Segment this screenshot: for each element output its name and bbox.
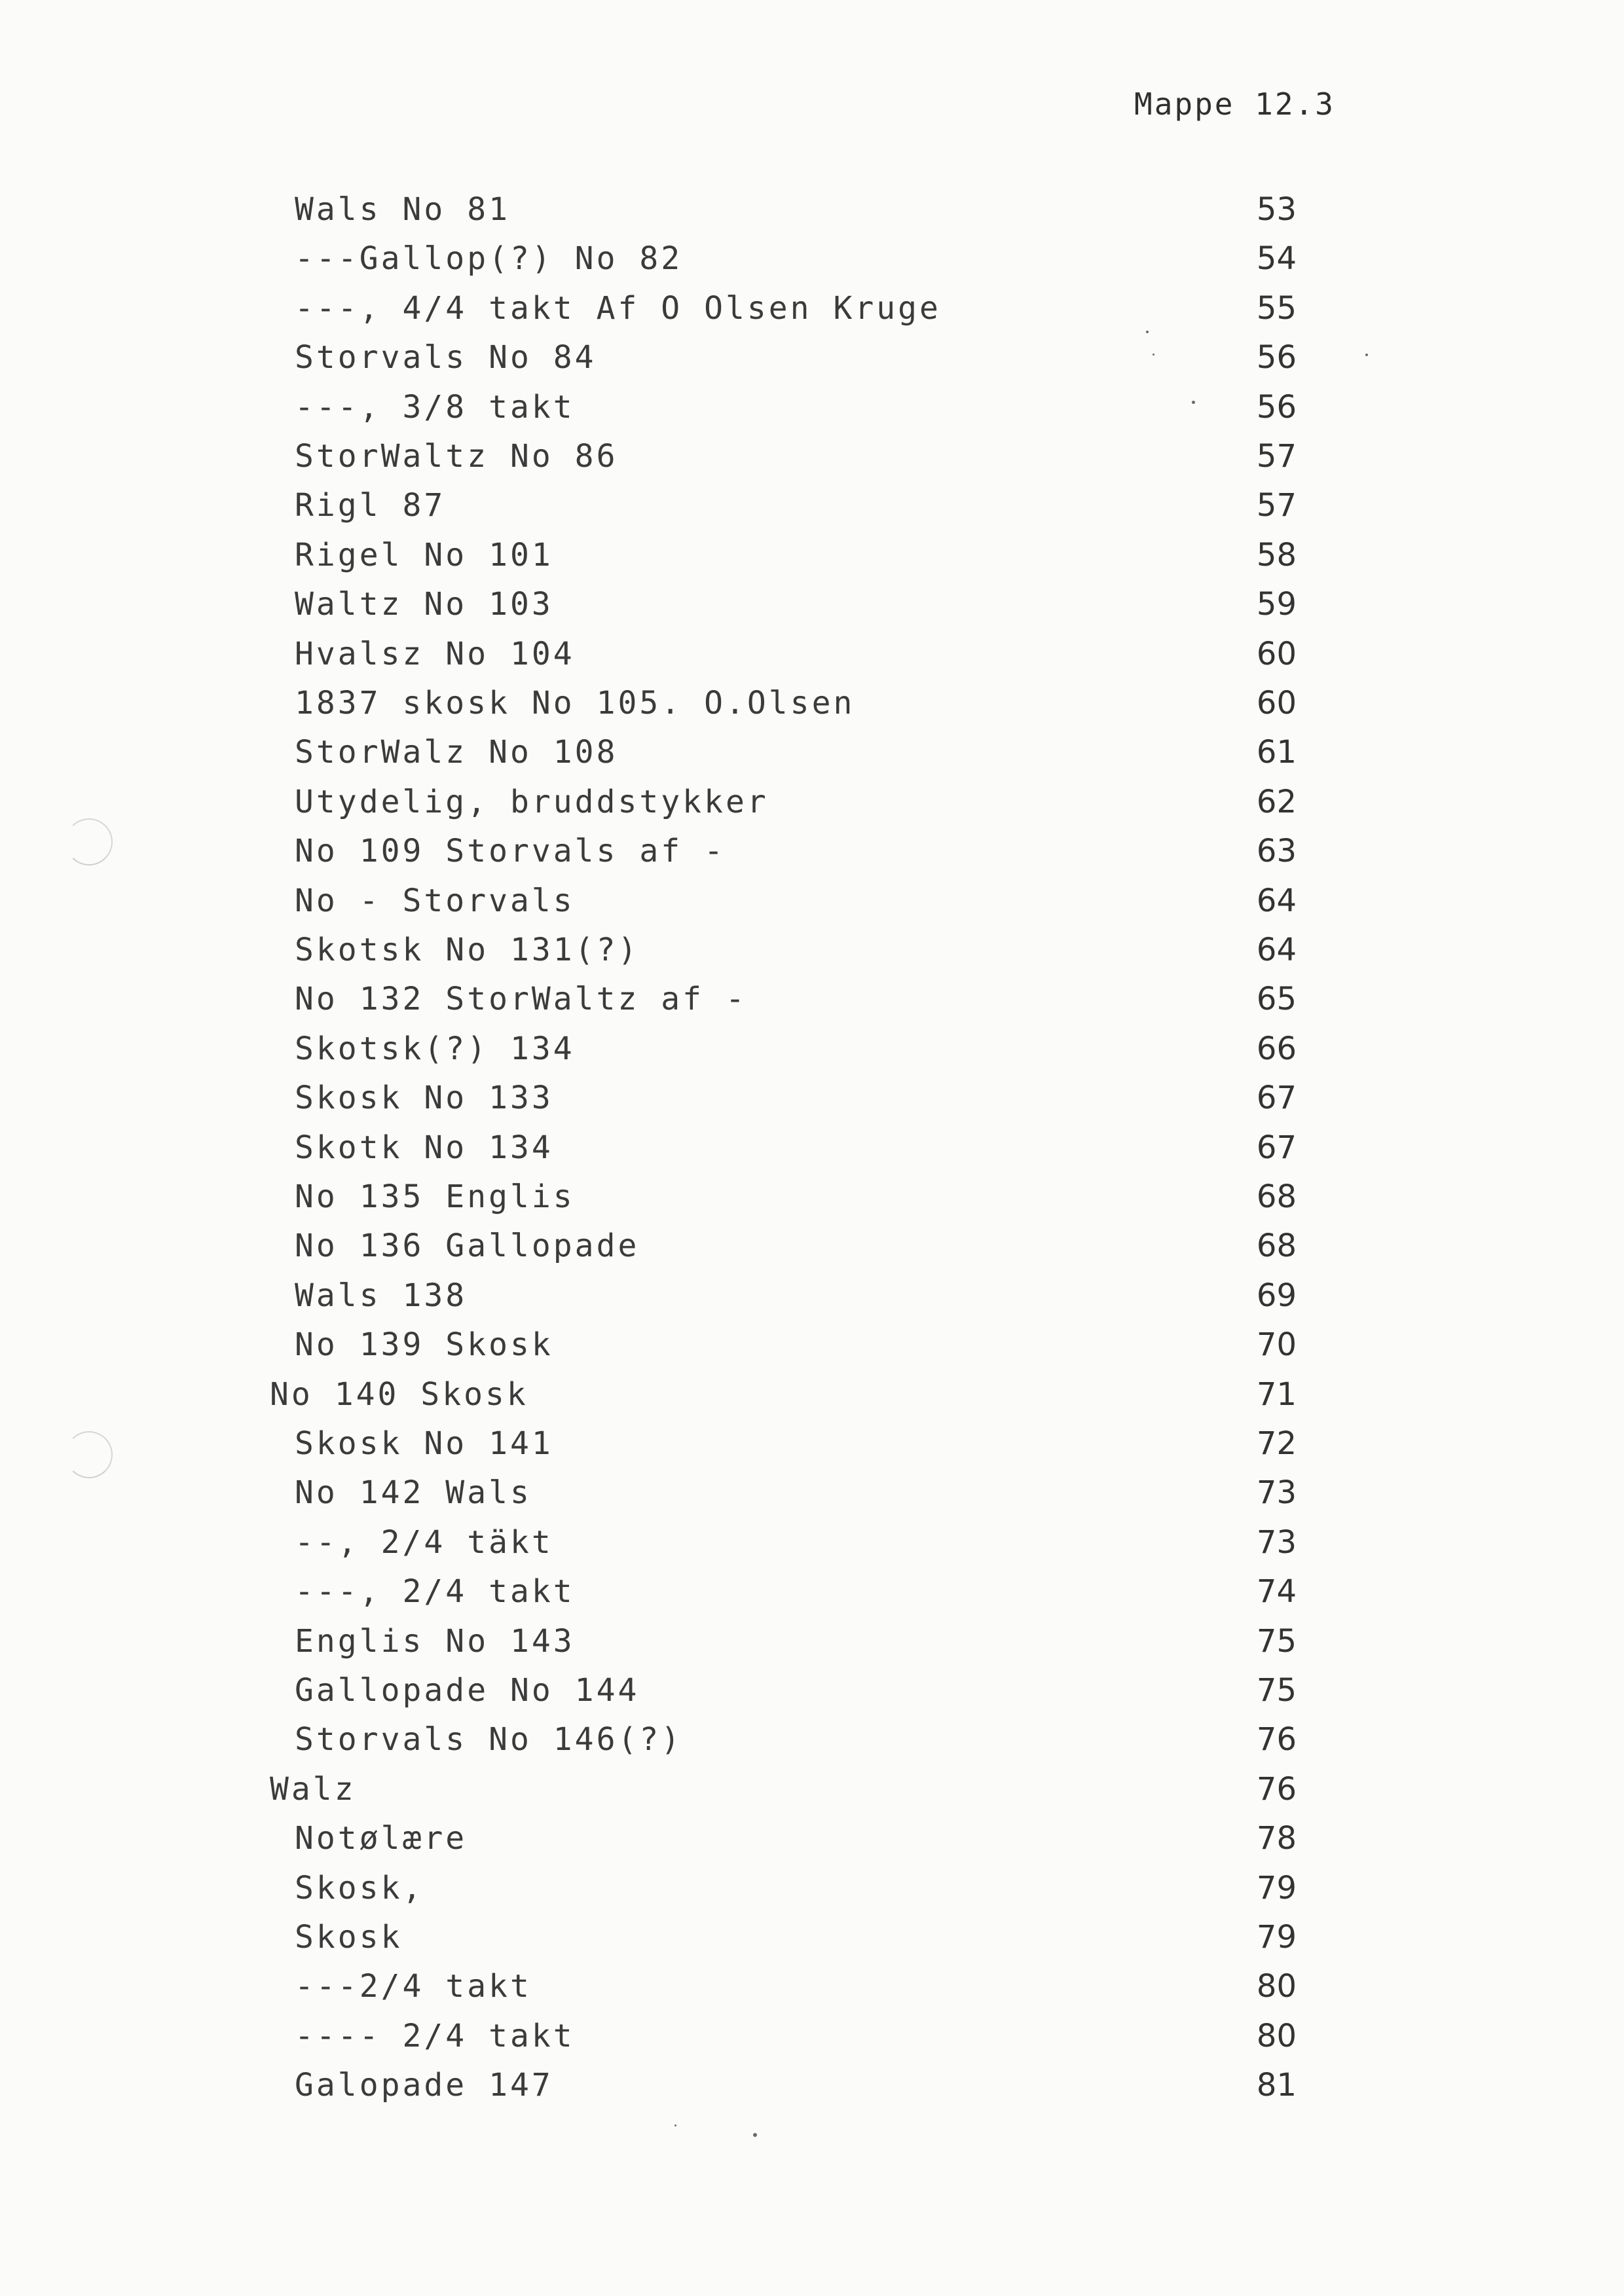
toc-entry-title: No 142 Wals xyxy=(295,1474,532,1511)
toc-entry-title: ---Gallop(?) No 82 xyxy=(295,240,683,277)
toc-entry-page-number: 73 xyxy=(1256,1474,1297,1511)
toc-entry-page-number: 65 xyxy=(1256,981,1297,1017)
toc-entry-page-number: 63 xyxy=(1256,833,1297,869)
toc-entry xyxy=(0,1524,1624,1574)
toc-entry-title: ---, 3/8 takt xyxy=(295,389,575,426)
toc-entry-page-number: 73 xyxy=(1256,1524,1297,1561)
toc-entry-title: Storvals No 84 xyxy=(295,339,597,376)
toc-entry-page-number: 67 xyxy=(1256,1080,1297,1116)
toc-entry-page-number: 56 xyxy=(1256,339,1297,376)
toc-entry xyxy=(0,1178,1624,1228)
toc-entry-page-number: 60 xyxy=(1256,636,1297,672)
toc-entry-page-number: 80 xyxy=(1256,1968,1297,2005)
toc-entry-title: Storvals No 146(?) xyxy=(295,1721,683,1758)
toc-entry-page-number: 54 xyxy=(1256,240,1297,277)
toc-entry-title: ---, 4/4 takt Af O Olsen Kruge xyxy=(295,290,941,327)
toc-entry-title: StorWaltz No 86 xyxy=(295,438,618,475)
toc-entry xyxy=(0,833,1624,883)
paper-speck xyxy=(753,2133,757,2137)
toc-entry xyxy=(0,191,1624,241)
toc-entry-page-number: 75 xyxy=(1256,1623,1297,1660)
toc-entry-page-number: 56 xyxy=(1256,389,1297,426)
toc-entry xyxy=(0,438,1624,488)
toc-entry-title: Skosk No 133 xyxy=(295,1080,553,1116)
toc-entry xyxy=(0,1672,1624,1722)
punch-hole-top xyxy=(65,818,113,866)
toc-entry-page-number: 66 xyxy=(1256,1030,1297,1067)
toc-entry-page-number: 75 xyxy=(1256,1672,1297,1709)
toc-entry xyxy=(0,981,1624,1030)
toc-entry xyxy=(0,1474,1624,1524)
toc-entry-page-number: 64 xyxy=(1256,883,1297,919)
toc-entry xyxy=(0,1080,1624,1129)
toc-entry xyxy=(0,537,1624,587)
folder-label: Mappe 12.3 xyxy=(1134,86,1335,122)
toc-entry xyxy=(0,290,1624,340)
toc-entry-page-number: 69 xyxy=(1256,1277,1297,1314)
toc-entry-title: No 135 Englis xyxy=(295,1178,575,1215)
toc-entry-title: ---2/4 takt xyxy=(295,1968,532,2005)
toc-entry-page-number: 79 xyxy=(1256,1870,1297,1906)
toc-entry xyxy=(0,1968,1624,2018)
toc-entry-title: Skosk xyxy=(295,1919,403,1956)
toc-entry-page-number: 53 xyxy=(1256,191,1297,228)
toc-entry xyxy=(0,487,1624,537)
toc-entry xyxy=(0,734,1624,784)
toc-entry-title: 1837 skosk No 105. O.Olsen xyxy=(295,685,855,721)
toc-entry-title: Englis No 143 xyxy=(295,1623,575,1660)
toc-entry-title: No 139 Skosk xyxy=(295,1326,553,1363)
toc-entry-page-number: 57 xyxy=(1256,438,1297,475)
toc-entry-title: No 132 StorWaltz af - xyxy=(295,981,747,1017)
toc-entry-page-number: 57 xyxy=(1256,487,1297,524)
toc-entry-page-number: 71 xyxy=(1256,1376,1297,1413)
toc-entry-title: No - Storvals xyxy=(295,883,575,919)
toc-entry-page-number: 70 xyxy=(1256,1326,1297,1363)
toc-entry xyxy=(0,636,1624,685)
toc-entry-title: Notølære xyxy=(295,1820,468,1857)
toc-entry-page-number: 55 xyxy=(1256,290,1297,327)
toc-entry xyxy=(0,1326,1624,1376)
toc-entry xyxy=(0,339,1624,389)
toc-entry xyxy=(0,1820,1624,1870)
toc-entry-title: --, 2/4 täkt xyxy=(295,1524,553,1561)
paper-speck xyxy=(1153,354,1154,355)
toc-entry-page-number: 62 xyxy=(1256,784,1297,820)
toc-entry xyxy=(0,586,1624,636)
toc-entry xyxy=(0,1228,1624,1277)
toc-entry xyxy=(0,1771,1624,1821)
toc-entry-title: Walz xyxy=(270,1771,356,1808)
toc-entry-title: Waltz No 103 xyxy=(295,586,553,623)
paper-speck xyxy=(1146,331,1149,333)
toc-entry xyxy=(0,1573,1624,1623)
toc-entry-page-number: 80 xyxy=(1256,2018,1297,2054)
toc-entry xyxy=(0,1030,1624,1080)
toc-entry-title: Skotsk(?) 134 xyxy=(295,1030,575,1067)
toc-entry-title: Hvalsz No 104 xyxy=(295,636,575,672)
toc-entry xyxy=(0,1129,1624,1179)
toc-entry-title: ---, 2/4 takt xyxy=(295,1573,575,1610)
toc-entry-title: No 140 Skosk xyxy=(270,1376,528,1413)
toc-entry-page-number: 68 xyxy=(1256,1178,1297,1215)
toc-entry-page-number: 81 xyxy=(1256,2067,1297,2104)
toc-entry xyxy=(0,1919,1624,1969)
toc-entry xyxy=(0,2067,1624,2117)
toc-entry-page-number: 61 xyxy=(1256,734,1297,771)
toc-entry xyxy=(0,1870,1624,1920)
toc-entry-title: Wals 138 xyxy=(295,1277,468,1314)
toc-entry-title: Skosk No 141 xyxy=(295,1425,553,1462)
toc-entry xyxy=(0,1277,1624,1327)
toc-entry xyxy=(0,883,1624,932)
toc-entry-title: Skotsk No 131(?) xyxy=(295,932,640,968)
toc-entry xyxy=(0,2018,1624,2068)
toc-entry xyxy=(0,240,1624,290)
toc-entry xyxy=(0,784,1624,833)
toc-entry-title: No 109 Storvals af - xyxy=(295,833,726,869)
toc-entry-page-number: 76 xyxy=(1256,1771,1297,1808)
toc-entry xyxy=(0,1721,1624,1771)
toc-entry-title: Rigel No 101 xyxy=(295,537,553,574)
toc-entry xyxy=(0,389,1624,439)
toc-entry-page-number: 79 xyxy=(1256,1919,1297,1956)
toc-entry-title: Rigl 87 xyxy=(295,487,446,524)
toc-entry-page-number: 76 xyxy=(1256,1721,1297,1758)
toc-entry-page-number: 58 xyxy=(1256,537,1297,574)
toc-entry-page-number: 59 xyxy=(1256,586,1297,623)
toc-entry-page-number: 60 xyxy=(1256,685,1297,721)
toc-entry-title: Gallopade No 144 xyxy=(295,1672,640,1709)
toc-entry xyxy=(0,1425,1624,1475)
toc-entry-title: ---- 2/4 takt xyxy=(295,2018,575,2054)
toc-entry-title: StorWalz No 108 xyxy=(295,734,618,771)
toc-entry-page-number: 78 xyxy=(1256,1820,1297,1857)
toc-entry-title: Wals No 81 xyxy=(295,191,510,228)
toc-entry xyxy=(0,685,1624,735)
toc-entry-page-number: 64 xyxy=(1256,932,1297,968)
toc-entry-title: No 136 Gallopade xyxy=(295,1228,640,1264)
toc-entry-page-number: 68 xyxy=(1256,1228,1297,1264)
punch-hole-bottom xyxy=(65,1431,113,1478)
toc-entry-title: Galopade 147 xyxy=(295,2067,553,2104)
toc-entry-page-number: 67 xyxy=(1256,1129,1297,1166)
paper-speck xyxy=(674,2124,676,2126)
toc-entry xyxy=(0,932,1624,981)
toc-entry-title: Skosk, xyxy=(295,1870,424,1906)
toc-entry xyxy=(0,1623,1624,1673)
toc-entry-page-number: 72 xyxy=(1256,1425,1297,1462)
paper-speck xyxy=(1192,401,1195,404)
toc-entry-title: Utydelig, bruddstykker xyxy=(295,784,769,820)
paper-speck xyxy=(1365,354,1368,356)
toc-entry-page-number: 74 xyxy=(1256,1573,1297,1610)
toc-entry-title: Skotk No 134 xyxy=(295,1129,553,1166)
toc-entry xyxy=(0,1376,1624,1426)
